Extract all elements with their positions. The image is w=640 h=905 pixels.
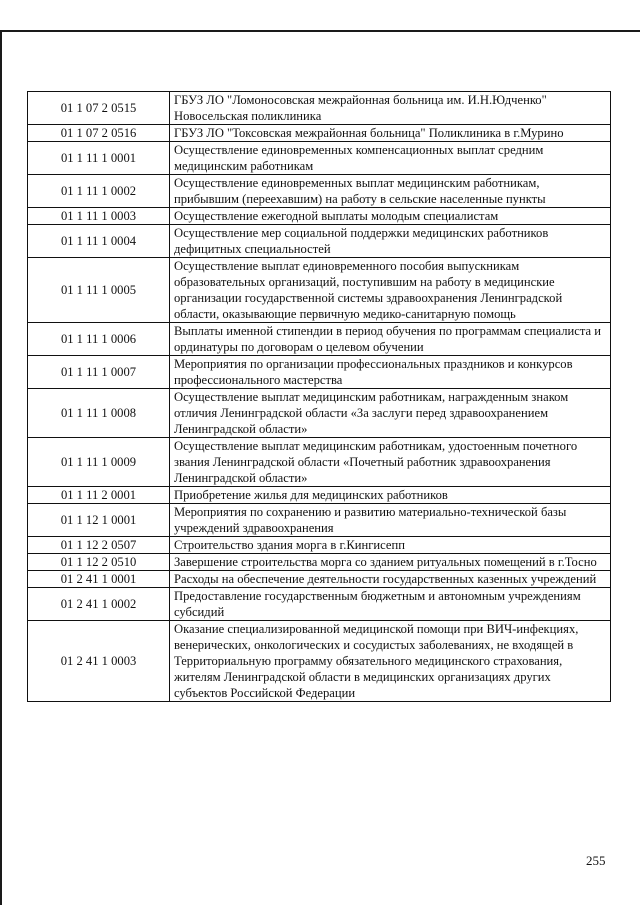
classification-code: 01 1 11 1 0001 bbox=[28, 142, 170, 175]
table-row bbox=[28, 125, 611, 142]
classification-code: 01 1 11 1 0008 bbox=[28, 389, 170, 438]
table-row bbox=[28, 621, 611, 702]
expense-description: Оказание специализированной медицинской помощи при ВИЧ-инфекциях, венерических, онкологических и сосудистых заболеваниях, не входящей в Территориальную программу обязательного медицинского страхования, жителям Ленинградской области в медицинских организациях других субъектов Российской Федерации bbox=[170, 621, 611, 702]
scan-border-left bbox=[0, 30, 2, 905]
expense-description: Завершение строительства морга со зданием ритуальных помещений в г.Тосно bbox=[170, 554, 611, 571]
table-row bbox=[28, 323, 611, 356]
expense-description: Мероприятия по организации профессиональных праздников и конкурсов профессионального мастерства bbox=[170, 356, 611, 389]
table-row bbox=[28, 571, 611, 588]
expense-description: Мероприятия по сохранению и развитию материально-технической базы учреждений здравоохранения bbox=[170, 504, 611, 537]
table-row bbox=[28, 225, 611, 258]
table-row bbox=[28, 208, 611, 225]
scan-border-top bbox=[0, 30, 640, 32]
expense-description: Осуществление мер социальной поддержки медицинских работников дефицитных специальностей bbox=[170, 225, 611, 258]
table-row bbox=[28, 588, 611, 621]
classification-code: 01 1 11 1 0005 bbox=[28, 258, 170, 323]
expense-description: Осуществление выплат медицинским работникам, удостоенным почетного звания Ленинградской области «Почетный работник здравоохранения Ленинградской области» bbox=[170, 438, 611, 487]
expense-description: Строительство здания морга в г.Кингисепп bbox=[170, 537, 611, 554]
classification-code: 01 1 12 2 0507 bbox=[28, 537, 170, 554]
expense-description: Приобретение жилья для медицинских работников bbox=[170, 487, 611, 504]
table-row bbox=[28, 438, 611, 487]
table-row bbox=[28, 554, 611, 571]
classification-code: 01 1 11 1 0007 bbox=[28, 356, 170, 389]
classification-code: 01 1 11 1 0002 bbox=[28, 175, 170, 208]
classification-code: 01 1 11 1 0009 bbox=[28, 438, 170, 487]
classification-code: 01 1 11 2 0001 bbox=[28, 487, 170, 504]
expense-description: ГБУЗ ЛО "Ломоносовская межрайонная больница им. И.Н.Юдченко" Новосельская поликлиника bbox=[170, 92, 611, 125]
table-row bbox=[28, 487, 611, 504]
expense-description: Осуществление единовременных компенсационных выплат средним медицинским работникам bbox=[170, 142, 611, 175]
classification-code: 01 1 07 2 0515 bbox=[28, 92, 170, 125]
expense-description: Осуществление единовременных выплат медицинским работникам, прибывшим (переехавшим) на работу в сельские населенные пункты bbox=[170, 175, 611, 208]
table-row bbox=[28, 175, 611, 208]
classification-code: 01 2 41 1 0003 bbox=[28, 621, 170, 702]
table-row bbox=[28, 258, 611, 323]
classification-code: 01 1 07 2 0516 bbox=[28, 125, 170, 142]
table-row bbox=[28, 92, 611, 125]
budget-classification-table bbox=[27, 91, 611, 702]
expense-description: Выплаты именной стипендии в период обучения по программам специалиста и ординатуры по договорам о целевом обучении bbox=[170, 323, 611, 356]
classification-code: 01 1 12 1 0001 bbox=[28, 504, 170, 537]
table-row bbox=[28, 504, 611, 537]
expense-description: Расходы на обеспечение деятельности государственных казенных учреждений bbox=[170, 571, 611, 588]
table-row bbox=[28, 142, 611, 175]
classification-code: 01 1 11 1 0004 bbox=[28, 225, 170, 258]
expense-description: ГБУЗ ЛО "Токсовская межрайонная больница" Поликлиника в г.Мурино bbox=[170, 125, 611, 142]
classification-code: 01 1 11 1 0006 bbox=[28, 323, 170, 356]
expense-description: Осуществление ежегодной выплаты молодым специалистам bbox=[170, 208, 611, 225]
classification-code: 01 2 41 1 0002 bbox=[28, 588, 170, 621]
classification-code: 01 1 12 2 0510 bbox=[28, 554, 170, 571]
table-row bbox=[28, 356, 611, 389]
classification-code: 01 1 11 1 0003 bbox=[28, 208, 170, 225]
expense-description: Осуществление выплат медицинским работникам, награжденным знаком отличия Ленинградской области «За заслуги перед здравоохранением Ленинградской области» bbox=[170, 389, 611, 438]
expense-description: Осуществление выплат единовременного пособия выпускникам образовательных организаций, поступившим на работу в медицинские организации государственной системы здравоохранения Ленинградской области, оказывающие первичную медико-санитарную помощь bbox=[170, 258, 611, 323]
page-number: 255 bbox=[586, 853, 606, 868]
expense-description: Предоставление государственным бюджетным и автономным учреждениям субсидий bbox=[170, 588, 611, 621]
table-row bbox=[28, 389, 611, 438]
classification-code: 01 2 41 1 0001 bbox=[28, 571, 170, 588]
table-row bbox=[28, 537, 611, 554]
